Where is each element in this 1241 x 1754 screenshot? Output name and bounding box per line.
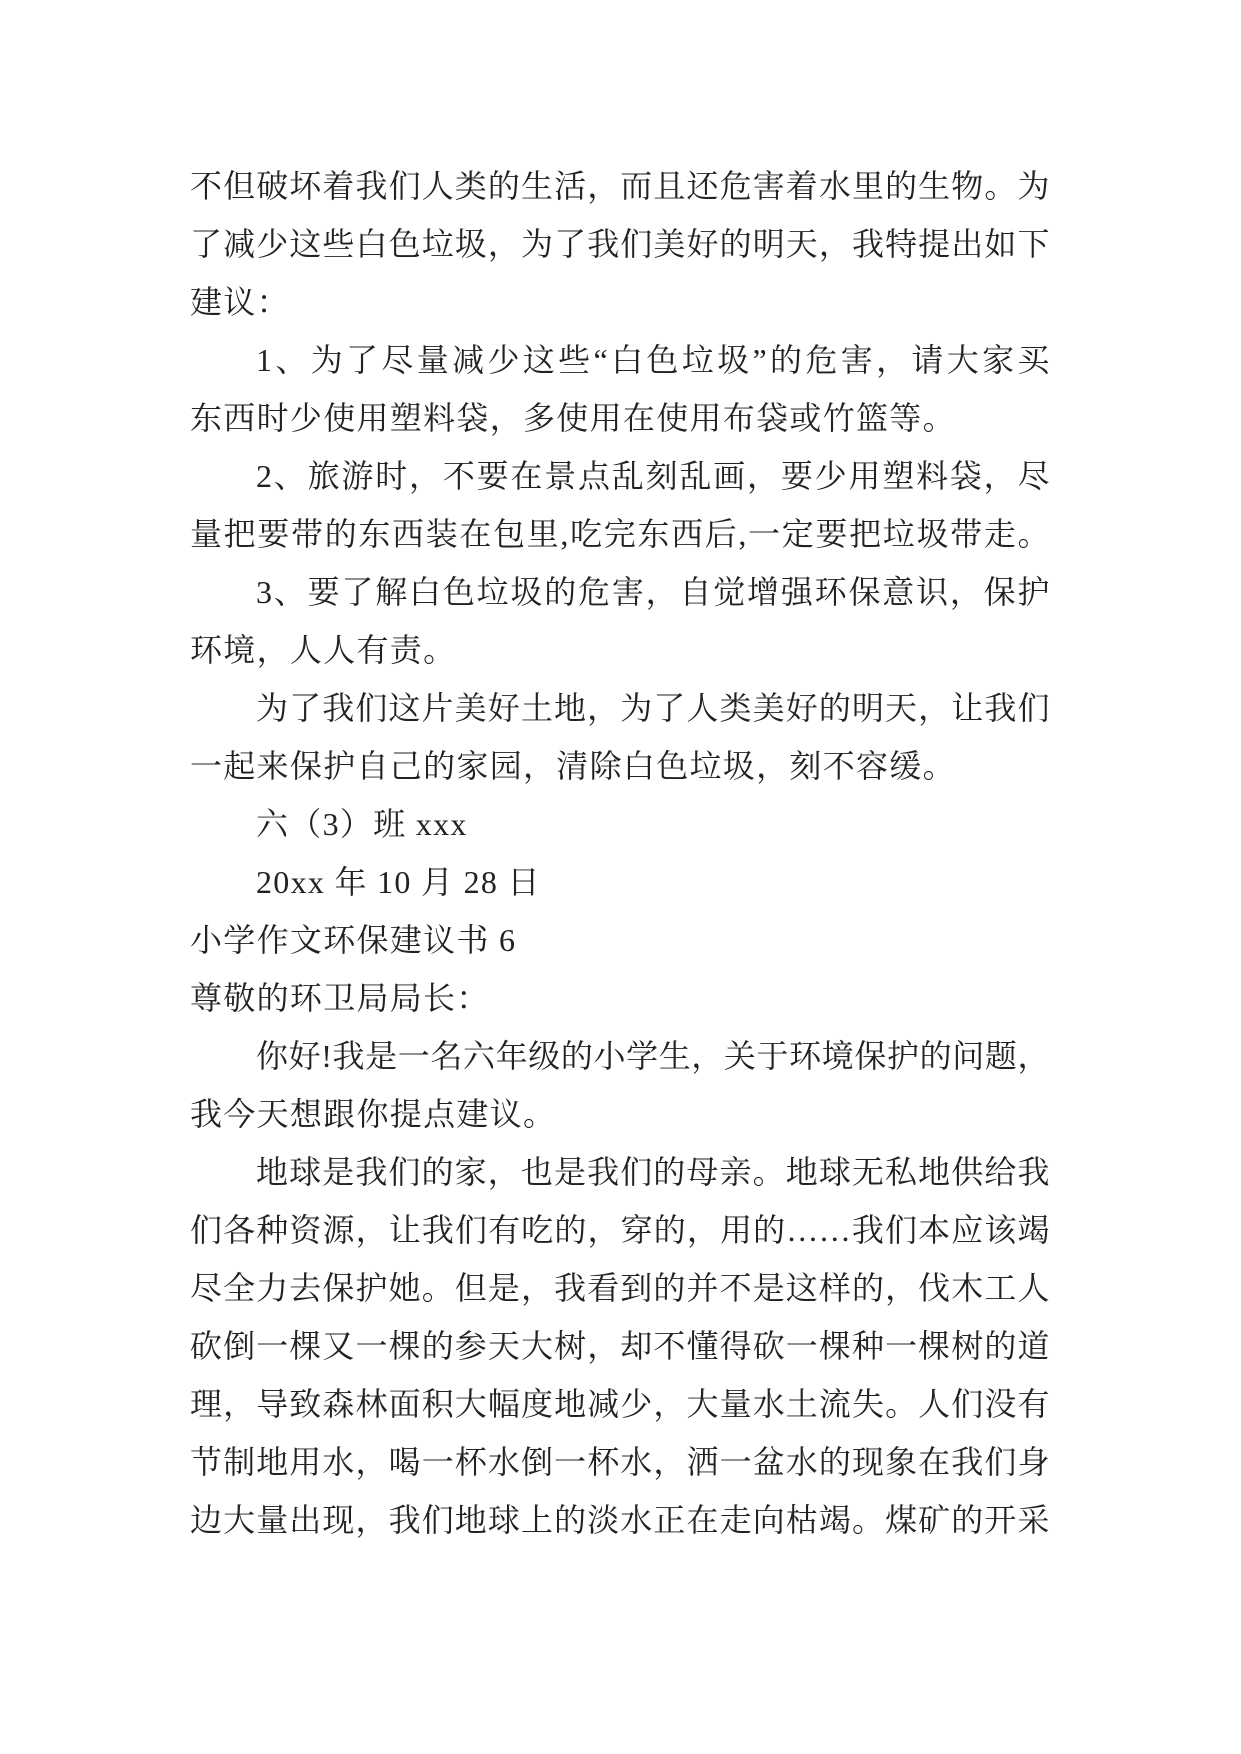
text-line: 东西时少使用塑料袋，多使用在使用布袋或竹篮等。 — [190, 400, 956, 436]
text-line: 2、旅游时，不要在景点乱刻乱画，要少用塑料袋，尽 — [256, 458, 1050, 494]
text-line: 1、为了尽量减少这些“白色垃圾”的危害，请大家买 — [256, 342, 1050, 378]
text-line: 节制地用水，喝一杯水倒一杯水，洒一盆水的现象在我们身 — [190, 1444, 1050, 1480]
text-line: 边大量出现，我们地球上的淡水正在走向枯竭。煤矿的开采 — [190, 1502, 1050, 1538]
text-line: 不但破坏着我们人类的生活，而且还危害着水里的生物。为 — [190, 168, 1050, 204]
text-line: 六（3）班 xxx — [256, 806, 468, 842]
text-line: 们各种资源，让我们有吃的，穿的，用的……我们本应该竭 — [190, 1212, 1050, 1248]
document-text-area — [190, 157, 1050, 1549]
text-line: 理，导致森林面积大幅度地减少，大量水土流失。人们没有 — [190, 1386, 1050, 1422]
text-line: 我今天想跟你提点建议。 — [190, 1096, 557, 1132]
text-line: 地球是我们的家，也是我们的母亲。地球无私地供给我 — [256, 1154, 1050, 1190]
text-line: 尽全力去保护她。但是，我看到的并不是这样的，伐木工人 — [190, 1270, 1050, 1306]
text-line: 砍倒一棵又一棵的参天大树，却不懂得砍一棵种一棵树的道 — [190, 1328, 1050, 1364]
text-line: 小学作文环保建议书 6 — [190, 922, 517, 958]
text-line: 20xx 年 10 月 28 日 — [256, 864, 541, 900]
text-line: 量把要带的东西装在包里,吃完东西后,一定要把垃圾带走。 — [190, 516, 1050, 552]
text-line: 一起来保护自己的家园，清除白色垃圾，刻不容缓。 — [190, 748, 956, 784]
text-line: 尊敬的环卫局局长： — [190, 980, 490, 1016]
text-line: 为了我们这片美好土地，为了人类美好的明天，让我们 — [256, 690, 1050, 726]
text-line: 建议： — [190, 284, 290, 320]
text-line: 了减少这些白色垃圾，为了我们美好的明天，我特提出如下 — [190, 226, 1050, 262]
text-line: 你好!我是一名六年级的小学生，关于环境保护的问题， — [256, 1038, 1050, 1074]
text-line: 环境，人人有责。 — [190, 632, 457, 668]
text-line: 3、要了解白色垃圾的危害，自觉增强环保意识，保护 — [256, 574, 1050, 610]
